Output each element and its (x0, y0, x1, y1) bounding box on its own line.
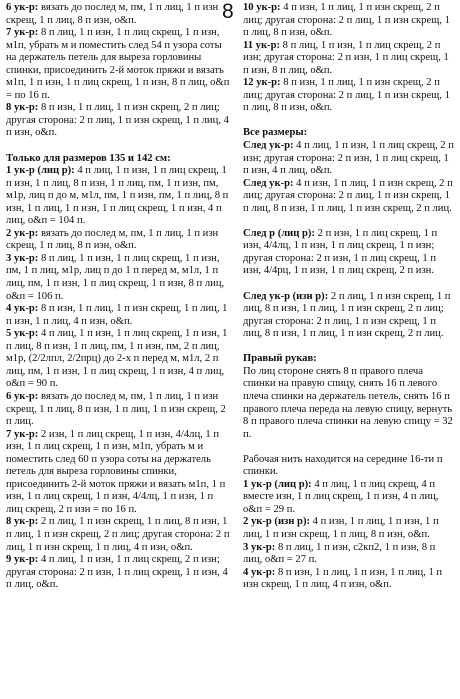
row-text: 8 п лиц, 1 п изн, 1 п лиц скрещ, 1 п изн, пм, 1 п лиц, м1р, лиц п до 1 п перед м, м1л, 1 п лиц, пм, 1 п изн, 1 п лиц скрещ, 1 п изн, 8 п лиц, о&п = 106 п. (6, 252, 225, 302)
row-text: 8 п изн, 1 п лиц, 1 п изн скрещ, 2 п лиц; другая сторона: 2 п лиц, 1 п изн скрещ, 1 п лиц, 8 п изн, о&п. (243, 77, 450, 114)
row-label: 1 ук-р (лиц р): (243, 478, 312, 490)
page-number: 8 (222, 0, 234, 23)
row-label: 7 ук-р: (6, 27, 39, 39)
instruction-paragraph (243, 228, 456, 278)
paragraph-gap (243, 278, 456, 291)
row-text: 2 п лиц, 1 п изн скрещ, 1 п лиц, 8 п изн, 1 п лиц, 1 п изн скрещ, 2 п лиц; другая сторона: 2 п лиц, 1 п изн скрещ, 1 п лиц, 8 п изн, 1 п лиц, 1 п изн скрещ, 2 п лиц. (243, 290, 451, 340)
instruction-paragraph (6, 328, 231, 391)
instruction-paragraph (243, 479, 456, 517)
row-label: 7 ук-р: (6, 428, 39, 440)
row-label: След р (лиц р): (243, 227, 315, 239)
row-label: Правый рукав: (243, 353, 317, 365)
row-label: 2 ук-р: (6, 227, 39, 239)
instruction-paragraph (243, 567, 456, 592)
row-text: 4 п лиц, 1 п изн, 1 п лиц скрещ, 2 п изн; другая сторона: 2 п изн, 1 п лиц скрещ, 1 п изн, 4 п лиц, о&п. (243, 140, 454, 177)
row-label: Все размеры: (243, 127, 308, 139)
row-text: 8 п лиц, 1 п изн, 1 п лиц скрещ, 2 п изн; другая сторона: 2 п изн, 1 п лиц скрещ, 1 п изн, 8 п лиц, о&п. (243, 39, 449, 76)
instruction-paragraph (243, 291, 456, 341)
row-text: 8 п изн, 1 п лиц, 1 п изн скрещ, 2 п лиц; другая сторона: 2 п лиц, 1 п изн скрещ, 1 п лиц, 4 п изн, о&п. (6, 102, 229, 139)
instruction-paragraph (6, 554, 231, 592)
row-text: 4 п изн, 1 п лиц, 1 п изн скрещ, 2 п лиц; другая сторона: 2 п лиц, 1 п изн скрещ, 1 п лиц, 8 п изн, 1 п лиц, 1 п изн скрещ, 2 п лиц. (243, 177, 453, 214)
row-text: 4 п изн, 1 п лиц, 1 п изн, 1 п лиц, 1 п изн скрещ, 1 п лиц, 8 п изн, о&п. (243, 516, 439, 540)
row-text: 8 п лиц, 1 п изн, с2кп2, 1 п изн, 8 п лиц, о&п = 27 п. (243, 541, 436, 566)
row-text: 2 п изн, 1 п лиц скрещ, 1 п изн, 4/4лц, 1 п изн, 1 п лиц скрещ, 1 п изн; другая сторона: 2 п изн, 1 п лиц скрещ, 1 п изн, 4/4рц, 1 п изн, 1 п лиц скрещ, 2 п изн. (243, 227, 438, 277)
row-text: 8 п изн, 1 п лиц, 1 п изн скрещ, 1 п лиц, 1 п изн, 1 п лиц, 4 п изн, о&п. (6, 303, 228, 327)
instruction-paragraph (243, 2, 456, 40)
instruction-paragraph (6, 303, 231, 328)
instruction-paragraph (243, 77, 456, 115)
row-label: След ук-р (изн р): (243, 290, 329, 302)
paragraph-gap (243, 115, 456, 128)
paragraph-gap (243, 215, 456, 228)
paragraph-gap (6, 140, 231, 153)
row-label: 6 ук-р: (6, 2, 39, 13)
row-text: 4 п лиц, 1 п изн, 1 п лиц скрещ, 2 п изн; другая сторона: 2 п изн, 1 п лиц скрещ, 1 п изн, 4 п лиц, о&п. (6, 554, 228, 591)
instruction-paragraph (6, 228, 231, 253)
row-label: 1 ук-р (лиц р): (6, 165, 75, 177)
row-label: 8 ук-р: (6, 102, 39, 114)
paragraph-gap (243, 441, 456, 454)
row-text: 2 изн, 1 п лиц скрещ, 1 п изн, 4/4лц, 1 п изн, 1 п лиц скрещ, 1 п изн, м1п, убрать м и поместить след 60 п узора соты на держатель петель для выреза горловины спинки, присоединить 2-й моток пряжи и вязать м1п, 1 п изн, 1 п лиц скрещ, 1 п изн, 4/4лц, 1 п изн, 1 п лиц скрещ, 2 п изн = по 16 п. (6, 428, 226, 515)
instruction-paragraph (6, 253, 231, 303)
instruction-paragraph (6, 391, 231, 429)
instruction-paragraph (6, 2, 231, 27)
row-label: 5 ук-р: (6, 328, 39, 340)
row-label: След ук-р: (243, 140, 294, 152)
paragraph-gap (243, 341, 456, 354)
row-label: След ук-р: (243, 177, 294, 189)
row-label: Только для размеров 135 и 142 см: (6, 152, 171, 164)
instruction-paragraph (6, 102, 231, 140)
row-label: 3 ук-р: (243, 541, 276, 553)
row-text: 2 п лиц, 1 п изн скрещ, 1 п лиц, 8 п изн, 1 п лиц, 1 п изн скрещ, 2 п лиц; другая сторона: 2 п лиц, 1 п изн скрещ, 1 п лиц, 4 п изн, о&п. (6, 516, 230, 553)
instruction-paragraph (6, 27, 231, 102)
instruction-paragraph (243, 353, 456, 366)
row-label: 2 ук-р (изн р): (243, 516, 311, 528)
row-text: 4 п лиц, 1 п лиц скрещ, 4 п вместе изн, 1 п лиц скрещ, 1 п изн, 4 п лиц, о&п = 29 п. (243, 478, 439, 515)
instruction-paragraph (243, 542, 456, 567)
row-label: 6 ук-р: (6, 390, 39, 402)
left-column (6, 2, 231, 592)
instruction-paragraph (243, 366, 456, 441)
instruction-paragraph (243, 178, 456, 216)
instruction-paragraph (6, 429, 231, 517)
instruction-paragraph (243, 454, 456, 479)
instruction-paragraph (243, 140, 456, 178)
row-label: 9 ук-р: (6, 554, 39, 566)
instruction-paragraph (6, 165, 231, 228)
instruction-paragraph (243, 127, 456, 140)
row-text: 8 п изн, 1 п лиц, 1 п изн, 1 п лиц, 1 п изн скрещ, 1 п лиц, 4 п изн, о&п. (243, 566, 443, 591)
instruction-paragraph (243, 516, 456, 541)
row-text: 4 п изн, 1 п лиц, 1 п изн скрещ, 2 п лиц; другая сторона: 2 п лиц, 1 п изн скрещ, 1 п лиц, 8 п изн, о&п. (243, 2, 450, 39)
row-label: 3 ук-р: (6, 252, 39, 264)
row-label: 10 ук-р: (243, 2, 281, 13)
row-text: 8 п лиц, 1 п изн, 1 п лиц скрещ, 1 п изн, м1п, убрать м и поместить след 54 п узора соты на держатель петель для выреза горловины спинки, присоединить 2-й моток пряжи и вязать м1п, 1 п изн, 1 п лиц скрещ, 1 п изн, 8 п лиц, о&п = по 16 п. (6, 27, 230, 101)
row-text: 4 п лиц, 1 п изн, 1 п лиц скрещ, 1 п изн, 1 п лиц, 8 п изн, 1 п лиц, пм, 1 п изн, пм, м1р, лиц п до м, м1л, пм, 1 п изн, пм, 1 п лиц, 8 п изн, 1 п лиц, 1 п изн, 1 п лиц скрещ, 1 п изн, 4 п лиц, о&п = 104 п. (6, 165, 229, 227)
instruction-paragraph (243, 40, 456, 78)
row-label: 12 ук-р: (243, 77, 281, 89)
row-text: По лиц стороне снять 8 п правого плеча спинки на правую спицу, снять 16 п левого плеча спинки на держатель петель, снять 16 п правого плеча переда на левую спицу, вернуть 8 п правого плеча спинки на левую спицу = 32 п. (243, 365, 453, 440)
row-label: 4 ук-р: (243, 566, 276, 578)
row-text: вязать до послед м, пм, 1 п лиц, 1 п изн скрещ, 1 п лиц, 8 п изн, о&п. (6, 227, 219, 252)
row-label: 4 ук-р: (6, 303, 39, 315)
row-text: вязать до послед м, пм, 1 п лиц, 1 п изн скрещ, 1 п лиц, 8 п изн, 1 п лиц, 1 п изн скрещ, 2 п лиц. (6, 390, 226, 428)
right-column (243, 2, 456, 592)
row-label: 8 ук-р: (6, 516, 39, 528)
instruction-paragraph (6, 153, 231, 166)
row-text: вязать до послед м, пм, 1 п лиц, 1 п изн скрещ, 1 п лиц, 8 п изн, о&п. (6, 2, 219, 26)
row-text: Рабочая нить находится на середине 16-ти п спинки. (243, 453, 443, 478)
row-label: 11 ук-р: (243, 39, 281, 51)
instruction-paragraph (6, 516, 231, 554)
row-text: 4 п лиц, 1 п изн, 1 п лиц скрещ, 1 п изн, 1 п лиц, 8 п изн, 1 п лиц, пм, 1 п изн, пм, 2 п лиц, м1р, (2/2лпл, 2/2прц) до 2-х п перед м, м1л, 2 п лиц, пм, 1 п изн, 1 п лиц скрещ, 1 п изн, 4 п лиц, о&п = 90 п. (6, 328, 228, 390)
